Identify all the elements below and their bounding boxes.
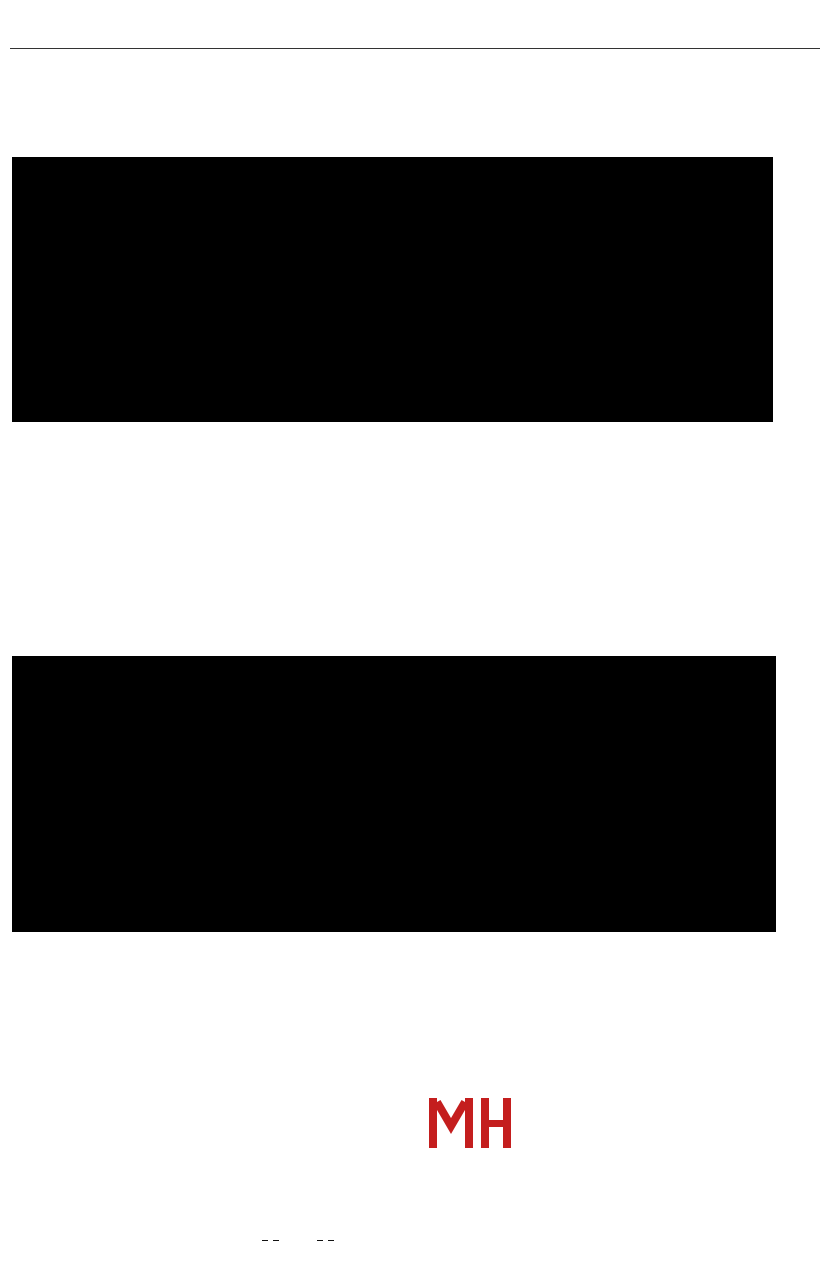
eq-frac-4 [328,1240,334,1241]
eq-rhs1-num [273,1240,279,1241]
figure-7-8-plots [12,656,776,932]
eq-lhs2-num [317,1240,323,1241]
page-header [10,22,820,49]
eq-frac-1 [262,1240,268,1241]
cnmhg-logo-icon [425,1092,625,1154]
arrhenius-equation [262,1230,334,1249]
eq-frac-3 [317,1240,323,1241]
eq-frac-2 [273,1240,279,1241]
figure-7-8-panel [12,656,776,932]
eq-rhs2-num [328,1240,334,1241]
watermark-logo [425,1092,625,1154]
figure-5-6-plots [12,157,773,422]
eq-lhs1-num [262,1240,268,1241]
figure-5-6-panel [12,157,773,422]
